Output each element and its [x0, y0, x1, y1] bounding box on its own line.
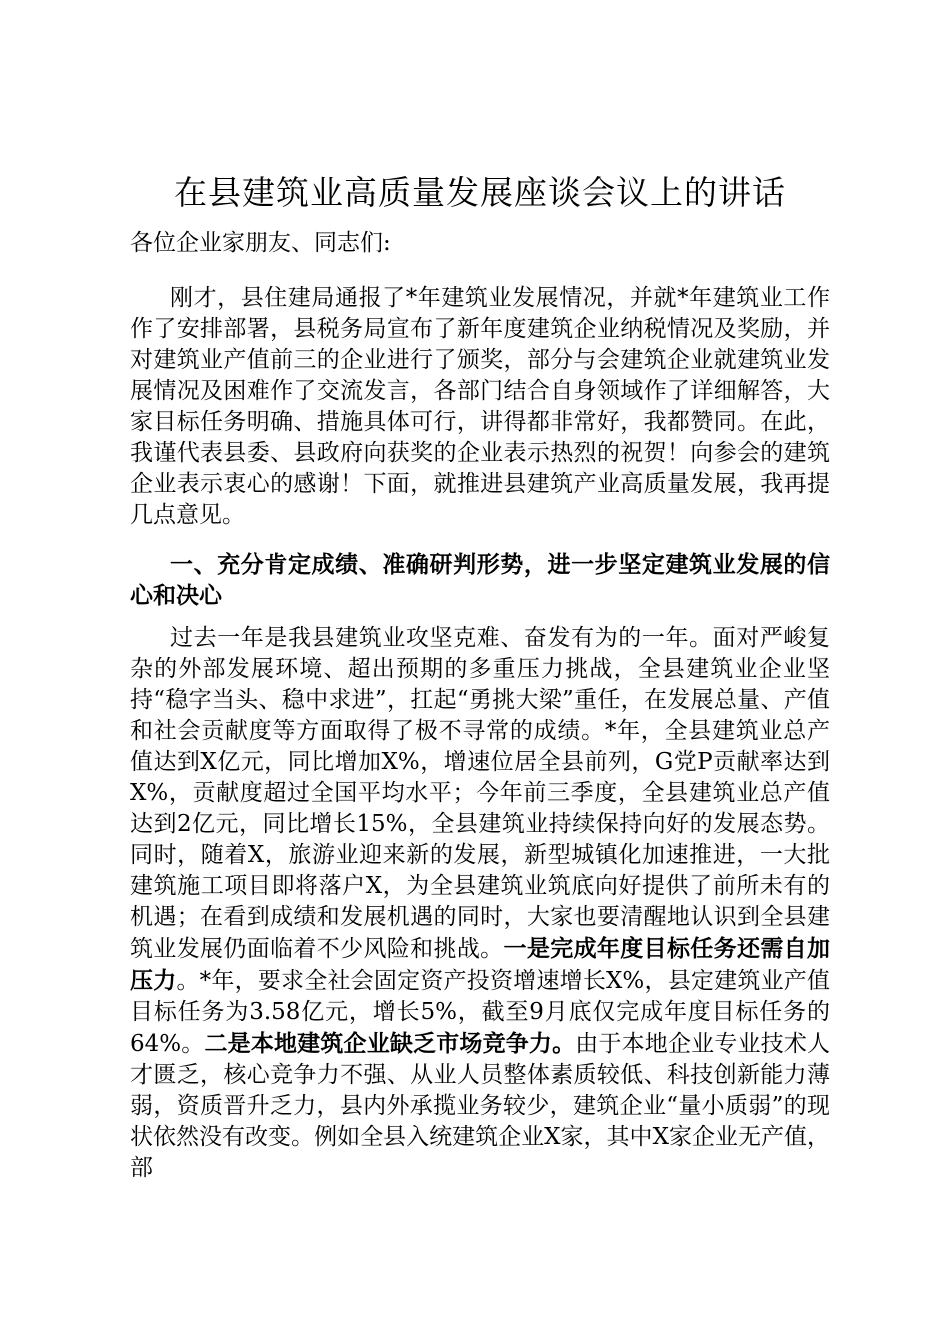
- paragraph-text: 。*年，要求全社会固定资产投资增速增长X%，县定建筑业产值目标任务为3.58亿元，增长5%，截至9月底仅完成年度目标任务的64%。: [130, 968, 830, 1057]
- section-heading-1: 一、充分肯定成绩、准确研判形势，进一步坚定建筑业发展的信心和决心: [130, 551, 830, 609]
- document-page: [130, 168, 830, 1184]
- bold-point-2: 二是本地建筑企业缺乏市场竞争力。: [204, 1030, 576, 1057]
- paragraph-opening: 刚才，县住建局通报了*年建筑业发展情况，并就*年建筑业工作作了安排部署，县税务局宣布了新年度建筑企业纳税情况及奖励，并对建筑业产值前三的企业进行了颁奖，部分与会建筑企业就建筑业发展情况及困难作了交流发言，各部门结合自身领域作了详细解答，大家目标任务明确、措施具体可行，讲得都非常好，我都赞同。在此，我谨代表县委、县政府向获奖的企业表示热烈的祝贺！向参会的建筑企业表示衷心的感谢！下面，就推进县建筑产业高质量发展，我再提几点意见。: [130, 285, 830, 528]
- paragraph-text: 过去一年是我县建筑业攻坚克难、奋发有为的一年。面对严峻复杂的外部发展环境、超出预期的多重压力挑战，全县建筑业企业坚持“稳字当头、稳中求进”，扛起“勇挑大梁”重任，在发展总量、产值和社会贡献度等方面取得了极不寻常的成绩。*年，全县建筑业总产值达到X亿元，同比增加X%，增速位居全县前列，G党P贡献率达到X%，贡献度超过全国平均水平；今年前三季度，全县建筑业总产值达到2亿元，同比增长15%，全县建筑业持续保持向好的发展态势。同时，随着X，旅游业迎来新的发展，新型城镇化加速推进，一大批建筑施工项目即将落户X，为全县建筑业筑底向好提供了前所未有的机遇；在看到成绩和发展机遇的同时，大家也要清醒地认识到全县建筑业发展仍面临着不少风险和挑战。: [130, 625, 830, 962]
- document-title: 在县建筑业高质量发展座谈会议上的讲话: [174, 173, 786, 212]
- paragraph-achievements: [130, 623, 830, 1184]
- bold-point-1: 一是完成年度目标任务还需自加压力: [130, 935, 831, 994]
- salutation: 各位企业家朋友、同志们:: [130, 230, 391, 256]
- spacer: [130, 271, 830, 283]
- paragraph-text: 由于本地企业专业技术人才匮乏，核心竞争力不强、从业人员整体素质较低、科技创新能力薄弱，资质晋升乏力，县内外承揽业务较少，建筑企业“量小质弱”的现状依然没有改变。例如全县入统建筑企业X家，其中X家企业无产值，部: [130, 1031, 831, 1181]
